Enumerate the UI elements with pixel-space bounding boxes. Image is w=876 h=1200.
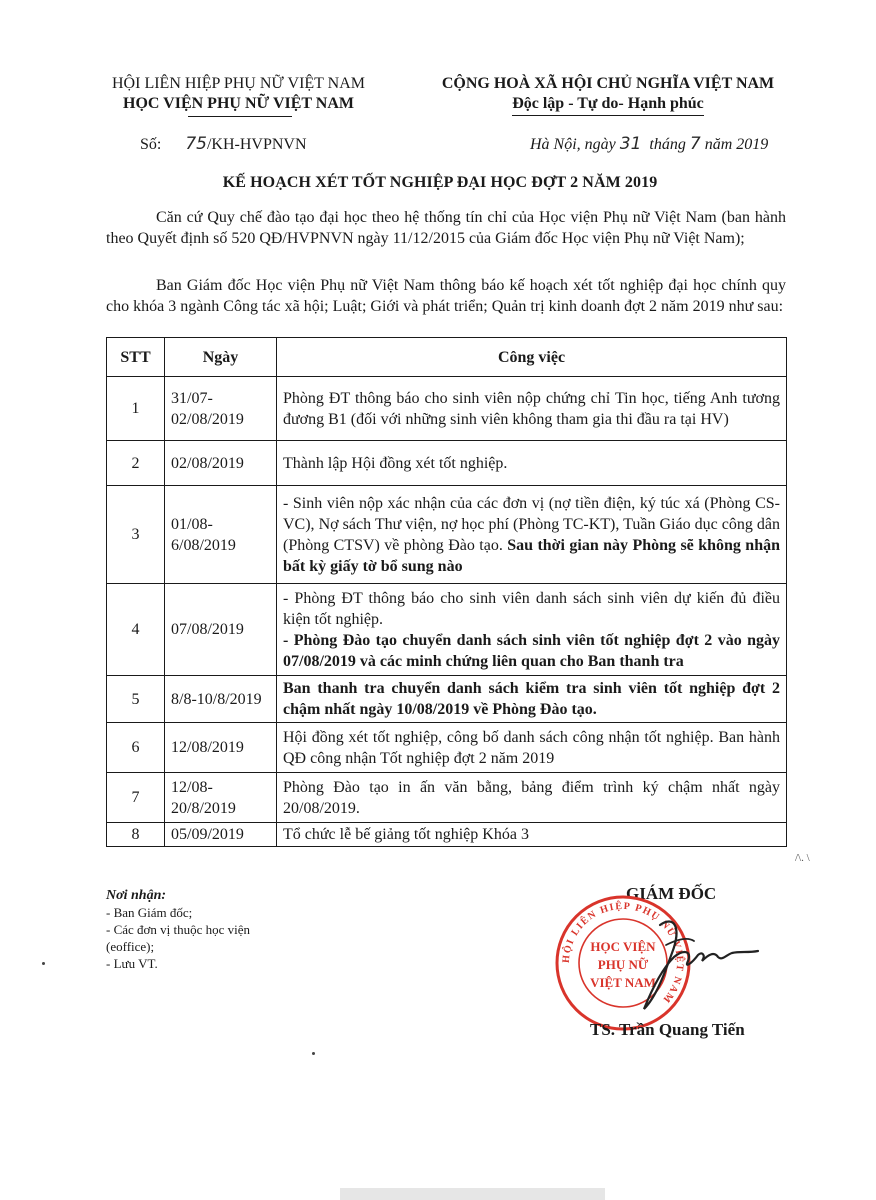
schedule-table <box>106 337 787 847</box>
document-number <box>140 134 307 154</box>
signer-name: TS. Trần Quang Tiến <box>590 1020 745 1039</box>
issuer-header <box>96 74 381 114</box>
table-row <box>107 723 787 773</box>
table-row <box>107 584 787 676</box>
cell-cong-viec <box>277 723 787 773</box>
scan-speck <box>42 962 45 965</box>
col-header-stt: STT <box>107 338 165 377</box>
cell-ngay: 31/07-02/08/2019 <box>165 377 277 441</box>
cell-text: Phòng Đào tạo in ấn văn bằng, bảng điểm trình ký chậm nhất ngày 20/08/2019. <box>283 778 780 817</box>
cell-ngay: 02/08/2019 <box>165 441 277 486</box>
table-row <box>107 676 787 723</box>
col-header-ngay: Ngày <box>165 338 277 377</box>
table-row <box>107 486 787 584</box>
cell-ngay: 07/08/2019 <box>165 584 277 676</box>
cell-stt: 2 <box>107 441 165 486</box>
cell-cong-viec <box>277 441 787 486</box>
cell-stt: 8 <box>107 823 165 847</box>
cell-ngay: 01/08-6/08/2019 <box>165 486 277 584</box>
cell-ngay: 12/08-20/8/2019 <box>165 773 277 823</box>
country-line-2: Độc lập - Tự do- Hạnh phúc <box>512 94 704 116</box>
table-row <box>107 441 787 486</box>
cell-text: Hội đồng xét tốt nghiệp, công bố danh sách công nhận tốt nghiệp. Ban hành QĐ công nhận Tốt nghiệp đợt 2 năm 2019 <box>283 728 780 767</box>
signer-position: GIÁM ĐỐC <box>626 884 717 903</box>
so-label: Số: <box>140 136 162 153</box>
margin-mark: /\. \ <box>795 852 810 864</box>
table-row <box>107 823 787 847</box>
cell-cong-viec <box>277 823 787 847</box>
col-header-cong-viec: Công việc <box>277 338 787 377</box>
cell-bold-text: - Phòng Đào tạo chuyển danh sách sinh viên tốt nghiệp đợt 2 vào ngày 07/08/2019 và các minh chứng liên quan cho Ban thanh tra <box>283 631 780 670</box>
so-number-handwritten: 75 <box>185 134 207 154</box>
year-text: năm 2019 <box>704 136 769 153</box>
cell-ngay: 05/09/2019 <box>165 823 277 847</box>
cell-stt: 5 <box>107 676 165 723</box>
recipients-heading: Nơi nhận: <box>106 888 167 903</box>
scan-edge-strip <box>340 1188 605 1200</box>
scan-speck <box>312 1052 315 1055</box>
cell-text: - Sinh viên nộp xác nhận của các đơn vị (nợ tiền điện, ký túc xá (Phòng CS-VC), Nợ sách Thư viện, nợ học phí (Phòng TC-KT), Tuần Giáo dục công dân (Phòng CTSV) về phòng Đào tạo. <box>283 494 780 554</box>
cell-bold-text: Sau thời gian này Phòng sẽ không nhận bất kỳ giấy tờ bổ sung nào <box>283 536 781 575</box>
handwritten-signature-icon <box>622 905 762 1015</box>
cell-text: - Phòng ĐT thông báo cho sinh viên danh sách sinh viên dự kiến đủ điều kiện tốt nghiệp. <box>283 589 780 628</box>
cell-stt: 3 <box>107 486 165 584</box>
document-date <box>530 134 768 154</box>
cell-ngay: 8/8-10/8/2019 <box>165 676 277 723</box>
table-header-row <box>107 338 787 377</box>
recipient-item: - Ban Giám đốc; <box>106 905 193 920</box>
cell-text: Thành lập Hội đồng xét tốt nghiệp. <box>283 454 508 472</box>
national-header <box>418 74 798 116</box>
cell-ngay: 12/08/2019 <box>165 723 277 773</box>
cell-stt: 7 <box>107 773 165 823</box>
cell-stt: 6 <box>107 723 165 773</box>
country-line-1: CỘNG HOÀ XÃ HỘI CHỦ NGHĨA VIỆT NAM <box>441 75 775 92</box>
cell-cong-viec <box>277 486 787 584</box>
document-title: KẾ HOẠCH XÉT TỐT NGHIỆP ĐẠI HỌC ĐỢT 2 NĂM 2019 <box>222 174 658 191</box>
date-month-handwritten: 7 <box>689 134 701 154</box>
cell-cong-viec <box>277 773 787 823</box>
month-label: tháng <box>649 136 686 153</box>
recipient-item: - Các đơn vị thuộc học viện (eoffice); <box>106 922 251 954</box>
cell-bold-text: Ban thanh tra chuyển danh sách kiểm tra sinh viên tốt nghiệp đợt 2 chậm nhất ngày 10/08/2019 về Phòng Đào tạo. <box>283 680 780 718</box>
seal-line-2: PHỤ NỮ <box>597 957 649 972</box>
cell-text: Tổ chức lễ bế giảng tốt nghiệp Khóa 3 <box>283 826 529 843</box>
date-day-handwritten: 31 <box>619 134 642 154</box>
cell-text: Phòng ĐT thông báo cho sinh viên nộp chứng chỉ Tin học, tiếng Anh tương đương B1 (đối với những sinh viên không tham gia thi đầu ra tại HV) <box>283 389 780 428</box>
cell-stt: 4 <box>107 584 165 676</box>
so-suffix: /KH-HVPNVN <box>206 136 307 153</box>
date-prefix: Hà Nội, ngày <box>530 136 616 153</box>
seal-line-3: VIỆT NAM <box>590 975 656 990</box>
recipients-block <box>106 887 266 972</box>
table-row <box>107 377 787 441</box>
table-row <box>107 773 787 823</box>
org-line-1: HỘI LIÊN HIỆP PHỤ NỮ VIỆT NAM <box>112 75 365 92</box>
header-divider <box>188 116 292 117</box>
recipient-item: - Lưu VT. <box>106 956 158 971</box>
paragraph-legal-basis: Căn cứ Quy chế đào tạo đại học theo hệ thống tín chỉ của Học viện Phụ nữ Việt Nam (ban hành theo Quyết định số 520 QĐ/HVPNVN ngày 11/12/2015 của Giám đốc Học viện Phụ nữ Việt Nam); <box>106 209 786 247</box>
seal-ring-text: HỘI LIÊN HIỆP PHỤ NỮ VIỆT NAM <box>560 900 686 1006</box>
paragraph-announcement: Ban Giám đốc Học viện Phụ nữ Việt Nam thông báo kế hoạch xét tốt nghiệp đại học chính quy cho khóa 3 ngành Công tác xã hội; Luật; Giới và phát triển; Quản trị kinh doanh đợt 2 năm 2019 như sau: <box>106 277 786 315</box>
cell-cong-viec <box>277 584 787 676</box>
org-line-2: HỌC VIỆN PHỤ NỮ VIỆT NAM <box>123 95 354 112</box>
cell-cong-viec <box>277 377 787 441</box>
cell-stt: 1 <box>107 377 165 441</box>
cell-cong-viec <box>277 676 787 723</box>
seal-line-1: HỌC VIỆN <box>590 939 656 954</box>
